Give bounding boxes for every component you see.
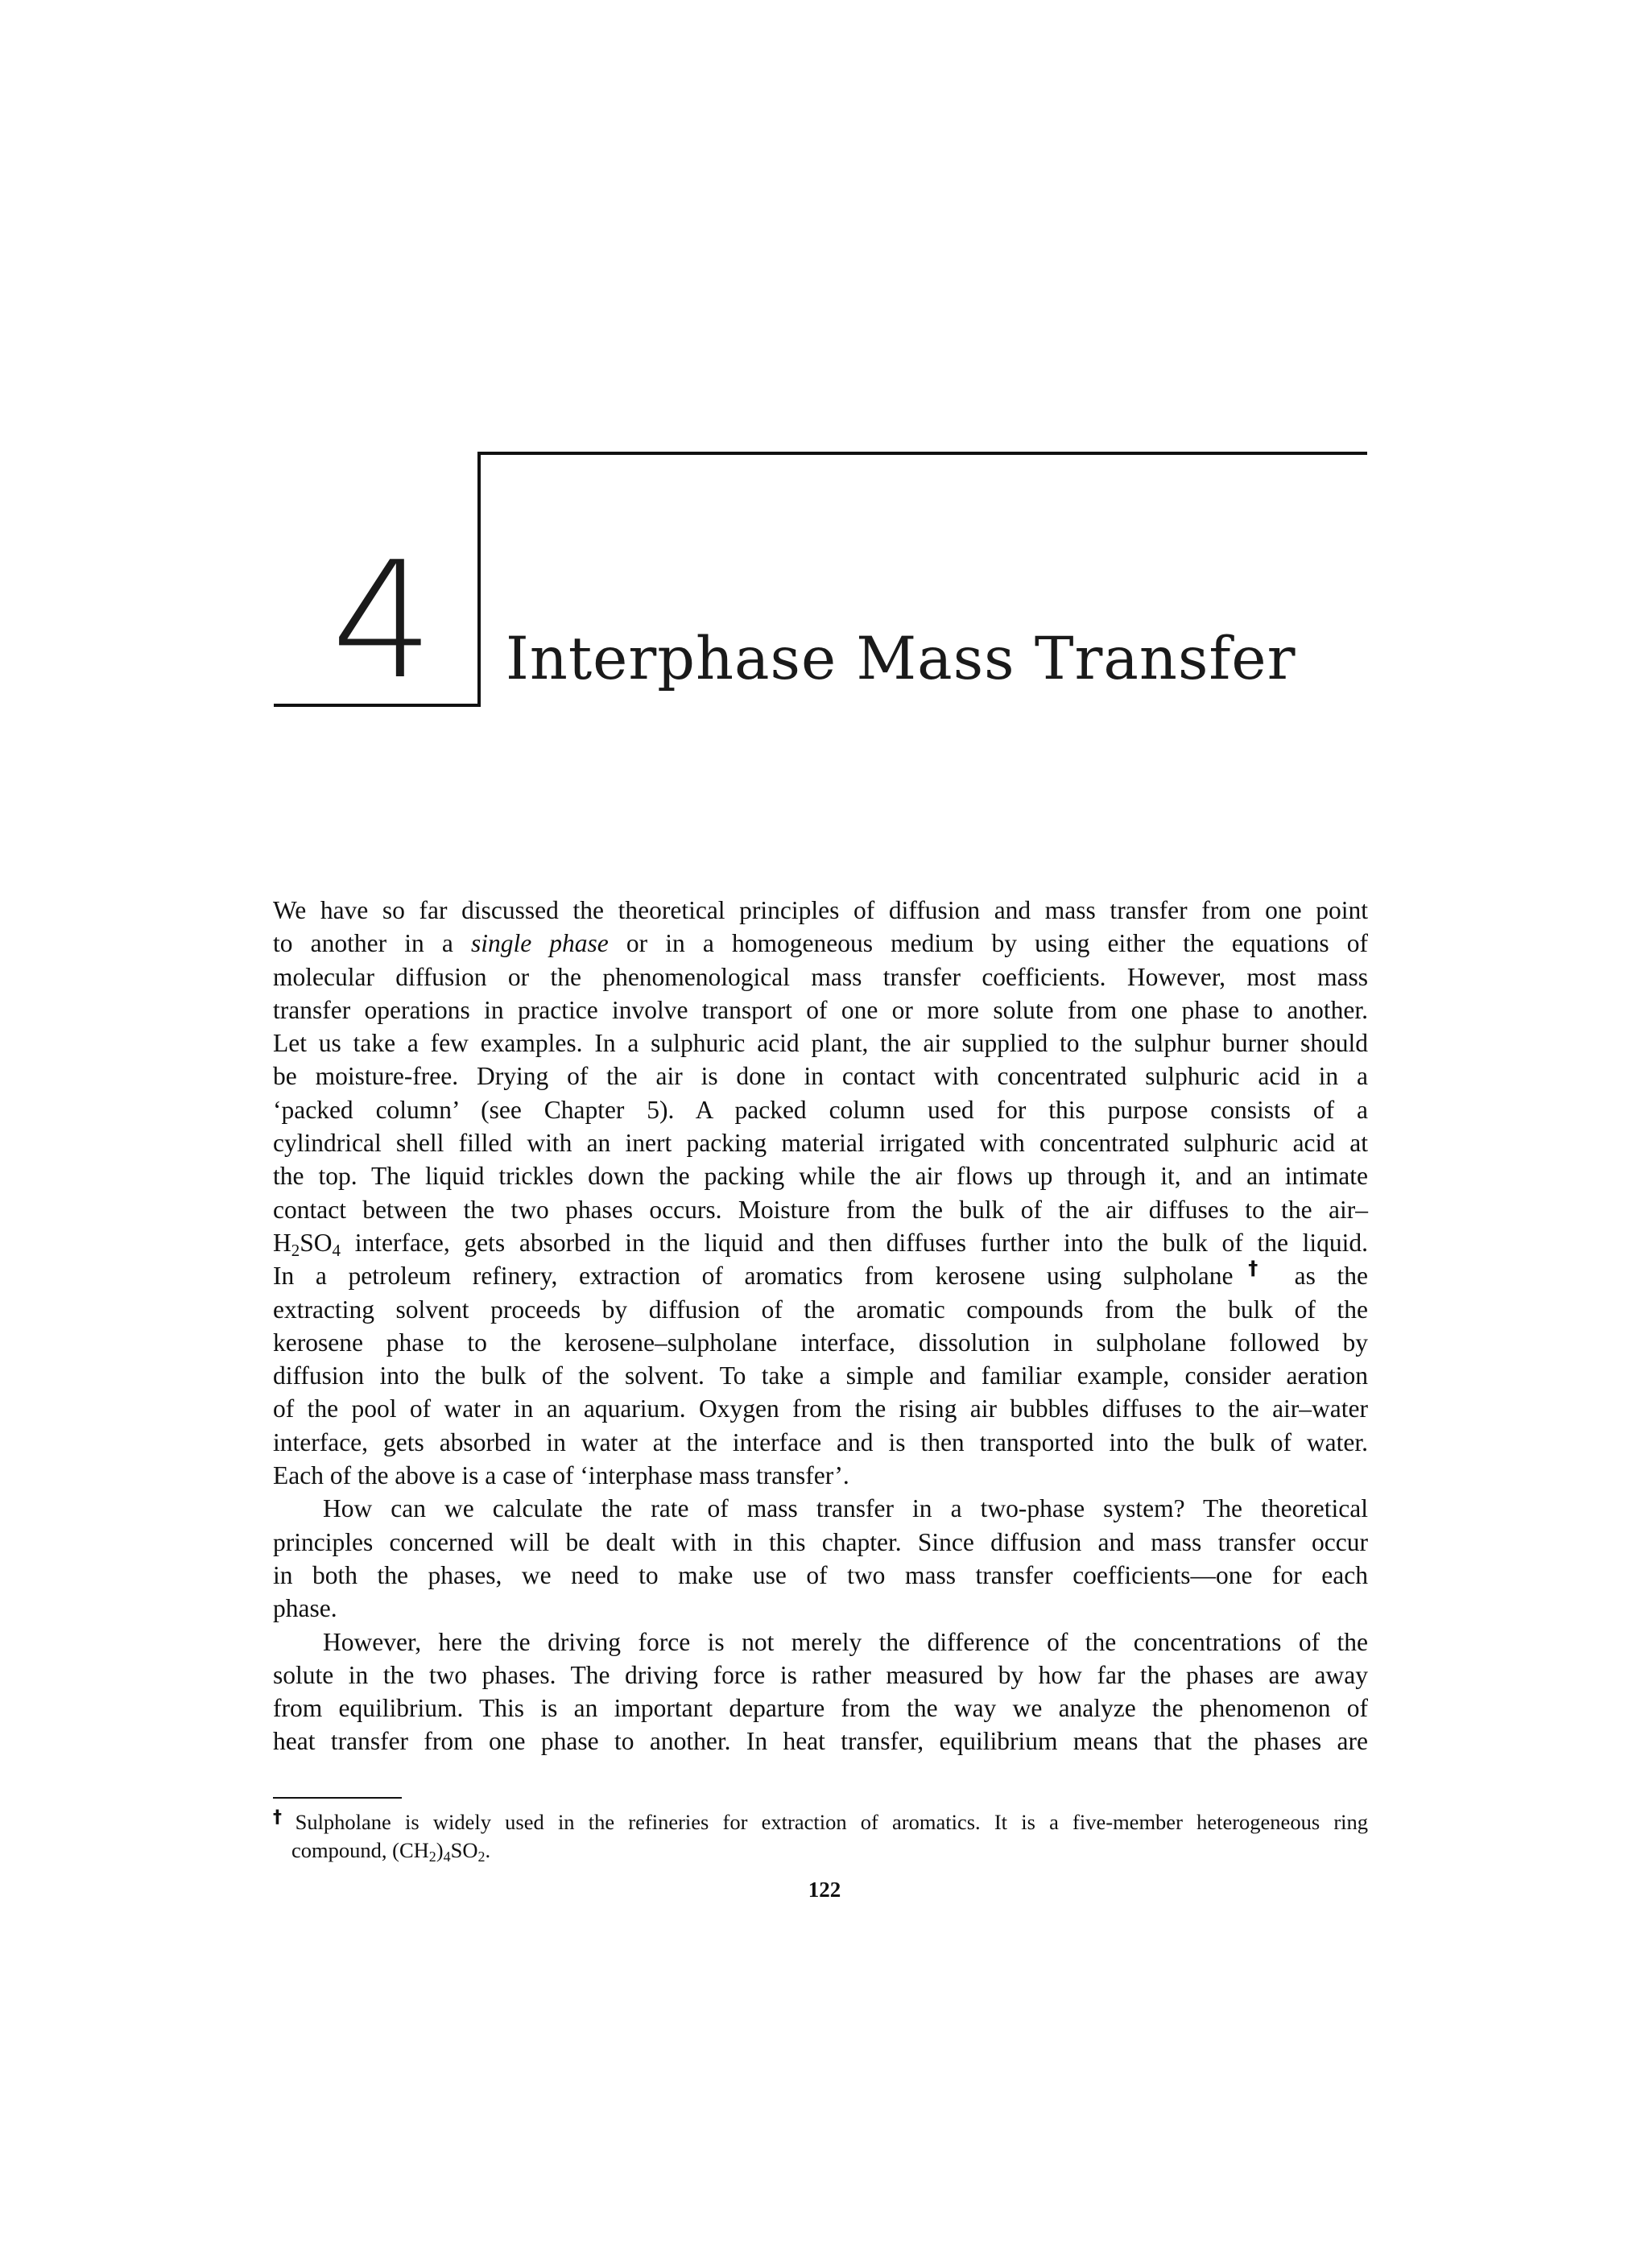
text-line: extracting solvent proceeds by diffusion of the aromatic compounds from the bulk of the — [273, 1295, 1368, 1324]
text-run: to another in a — [273, 929, 471, 958]
footnote-rule — [273, 1797, 402, 1799]
italic-term: single phase — [470, 929, 609, 958]
subscript: 4 — [332, 1240, 341, 1260]
text-run: . — [485, 1838, 491, 1862]
text-run: In a petroleum refinery, extraction of aromatics from kerosene using sulpholane — [273, 1262, 1234, 1291]
footnote-reference-mark[interactable]: † — [1233, 1257, 1273, 1280]
text-line: in both the phases, we need to make use of two mass transfer coefficients—one for each — [273, 1560, 1368, 1589]
text-line: kerosene phase to the kerosene–sulpholane interface, dissolution in sulpholane followed by — [273, 1328, 1368, 1357]
subscript: 2 — [428, 1849, 436, 1865]
chapter-number: 4 — [331, 527, 434, 715]
footnote — [273, 1808, 1368, 1865]
heading-rule-top — [477, 452, 1367, 455]
text-line: contact between the two phases occurs. Moisture from the bulk of the air diffuses to the air– — [273, 1195, 1368, 1224]
text-line: molecular diffusion or the phenomenological mass transfer coefficients. However, most mass — [273, 962, 1368, 991]
text-line: Let us take a few examples. In a sulphuric acid plant, the air supplied to the sulphur burner should — [273, 1029, 1368, 1058]
text-run: ) — [436, 1838, 444, 1862]
text-line: the top. The liquid trickles down the packing while the air flows up through it, and an intimate — [273, 1162, 1368, 1191]
paragraph-3 — [273, 1626, 1368, 1758]
text-line: diffusion into the bulk of the solvent. To take a simple and familiar example, consider aeration — [273, 1361, 1368, 1390]
text-line: phase. — [273, 1594, 337, 1623]
text-line — [273, 1259, 1368, 1292]
text-line: How can we calculate the rate of mass transfer in a two-phase system? The theoretical — [323, 1494, 1368, 1523]
text-run: interface, gets absorbed in the liquid and then diffuses further into the bulk of the liquid. — [341, 1228, 1368, 1257]
paragraph-2 — [273, 1492, 1368, 1625]
text-line: of the pool of water in an aquarium. Oxygen from the rising air bubbles diffuses to the air–water — [273, 1394, 1368, 1423]
text-line: cylindrical shell filled with an inert packing material irrigated with concentrated sulphuric acid at — [273, 1129, 1368, 1158]
text-run: SO — [450, 1838, 478, 1862]
paragraph-1 — [273, 894, 1368, 1492]
text-line: Each of the above is a case of ‘interphase mass transfer’. — [273, 1461, 849, 1490]
chapter-title: Interphase Mass Transfer — [506, 625, 1296, 693]
text-line — [273, 1226, 1368, 1259]
heading-rule-vertical — [477, 452, 481, 707]
text-line: from equilibrium. This is an important departure from the way we analyze the phenomenon of — [273, 1694, 1368, 1723]
text-line: interface, gets absorbed in water at the interface and is then transported into the bulk of water. — [273, 1427, 1368, 1456]
text-line: be moisture-free. Drying of the air is done in contact with concentrated sulphuric acid in a — [273, 1062, 1368, 1091]
page-number: 122 — [808, 1878, 841, 1902]
text-run: H — [273, 1228, 291, 1257]
subscript: 4 — [443, 1849, 451, 1865]
text-line: ‘packed column’ (see Chapter 5). A packed column used for this purpose consists of a — [273, 1095, 1368, 1124]
text-line: heat transfer from one phase to another. In heat transfer, equilibrium means that the phases are — [273, 1727, 1368, 1756]
text-line: However, here the driving force is not merely the difference of the concentrations of the — [323, 1627, 1368, 1656]
text-run: Sulpholane is widely used in the refineries for extraction of aromatics. It is a five-member heterogeneous ring — [295, 1810, 1369, 1834]
text-line: We have so far discussed the theoretical principles of diffusion and mass transfer from one point — [273, 896, 1368, 924]
text-run: SO — [300, 1228, 333, 1257]
text-line — [273, 927, 1368, 960]
footnote-line — [273, 1808, 1368, 1836]
text-run: or in a homogeneous medium by using either the equations of — [608, 929, 1368, 958]
text-run: compound, (CH — [291, 1838, 429, 1862]
footnote-mark: † — [273, 1807, 291, 1828]
text-line: transfer operations in practice involve transport of one or more solute from one phase to another. — [273, 995, 1368, 1024]
footnote-line — [273, 1836, 1368, 1865]
text-line: principles concerned will be dealt with in this chapter. Since diffusion and mass transfer occur — [273, 1527, 1368, 1556]
text-line: solute in the two phases. The driving force is rather measured by how far the phases are away — [273, 1660, 1368, 1689]
body-text — [273, 894, 1368, 1758]
subscript: 2 — [477, 1849, 486, 1865]
subscript: 2 — [291, 1240, 300, 1260]
text-run: as the — [1272, 1262, 1368, 1291]
